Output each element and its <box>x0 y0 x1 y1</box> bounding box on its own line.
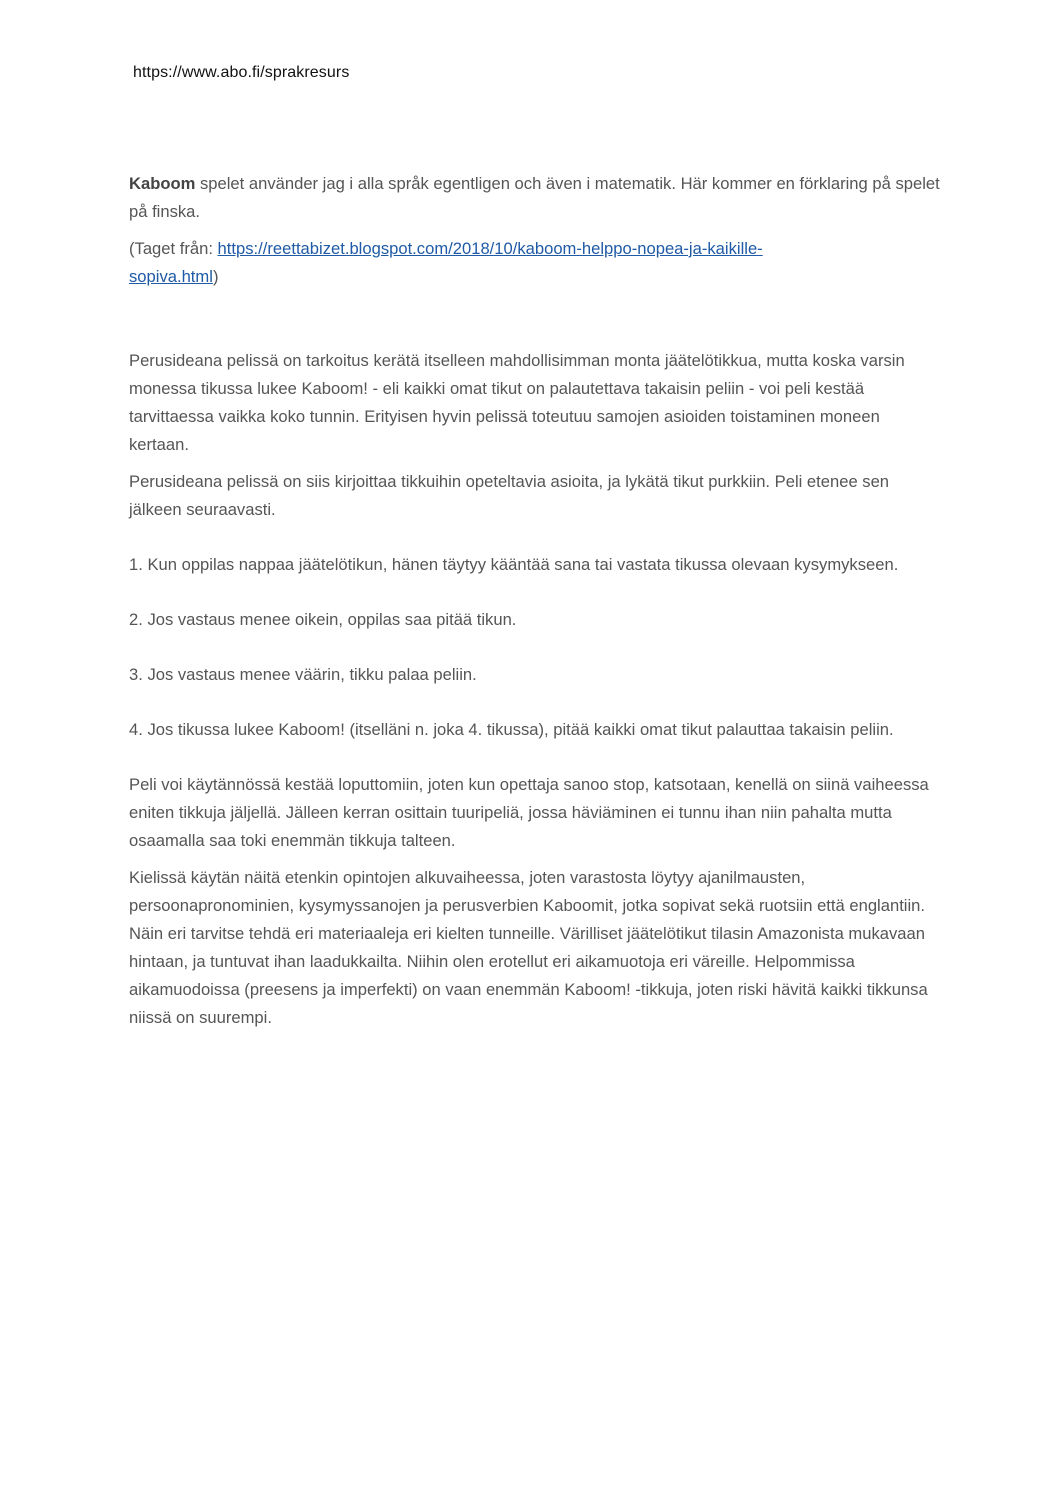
step-3: 3. Jos vastaus menee väärin, tikku palaa peliin. <box>129 665 477 684</box>
paragraph-basic-idea: Perusideana pelissä on tarkoitus kerätä itselleen mahdollisimman monta jäätelötikkua, mutta koska varsin monessa tikussa lukee Kaboom! - eli kaikki omat tikut on palautettava takaisin peliin - voi peli kestää tarvittaessa vaikka koko tunnin. Erityisen hyvin pelissä toteutuu samojen asioiden toistaminen moneen kertaan. <box>129 351 905 454</box>
page-header-url: https://www.abo.fi/sprakresurs <box>133 64 350 81</box>
source-prefix: (Taget från: <box>129 239 218 258</box>
intro-text: spelet använder jag i alla språk egentligen och även i matematik. Här kommer en förklaring på spelet på finska. <box>129 174 940 221</box>
intro-paragraph <box>129 170 941 226</box>
source-suffix: ) <box>212 267 219 286</box>
source-link[interactable] <box>129 239 763 286</box>
step-1: 1. Kun oppilas nappaa jäätelötikun, hänen täytyy kääntää sana tai vastata tikussa olevaan kysymykseen. <box>129 555 899 574</box>
source-paragraph <box>129 235 941 291</box>
document-body <box>129 170 941 1032</box>
paragraph-usage-in-languages: Kielissä käytän näitä etenkin opintojen alkuvaiheessa, joten varastosta löytyy ajanilmausten, persoonapronominien, kysymyssanojen ja perusverbien Kaboomit, jotka sopivat sekä ruotsiin että englantiin. Näin eri tarvitse tehdä eri materiaaleja eri kielten tunneille. Värilliset jäätelötikut tilasin Amazonista mukavaan hintaan, ja tuntuvat ihan laadukkailta. Niihin olen erotellut eri aikamuotoja eri väreille. Helpommissa aikamuodoissa (preesens ja imperfekti) on vaan enemmän Kaboom! -tikkuja, joten riski hävitä kaikki tikkunsa niissä on suurempi. <box>129 868 928 1027</box>
source-link-line2: sopiva.html <box>129 267 213 286</box>
paragraph-game-duration: Peli voi käytännössä kestää loputtomiin, joten kun opettaja sanoo stop, katsotaan, kenellä on siinä vaiheessa eniten tikkuja jäljellä. Jälleen kerran osittain tuuripeliä, jossa häviäminen ei tunnu ihan niin pahalta mutta osaamalla saa toki enemmän tikkuja talteen. <box>129 775 929 850</box>
step-4: 4. Jos tikussa lukee Kaboom! (itselläni n. joka 4. tikussa), pitää kaikki omat tikut palauttaa takaisin peliin. <box>129 720 894 739</box>
intro-bold-word: Kaboom <box>129 174 196 193</box>
paragraph-how-to-play: Perusideana pelissä on siis kirjoittaa tikkuihin opeteltavia asioita, ja lykätä tikut purkkiin. Peli etenee sen jälkeen seuraavasti. <box>129 472 890 519</box>
source-link-line1: https://reettabizet.blogspot.com/2018/10/kaboom-helppo-nopea-ja-kaikille- <box>217 239 763 258</box>
step-2: 2. Jos vastaus menee oikein, oppilas saa pitää tikun. <box>129 610 517 629</box>
